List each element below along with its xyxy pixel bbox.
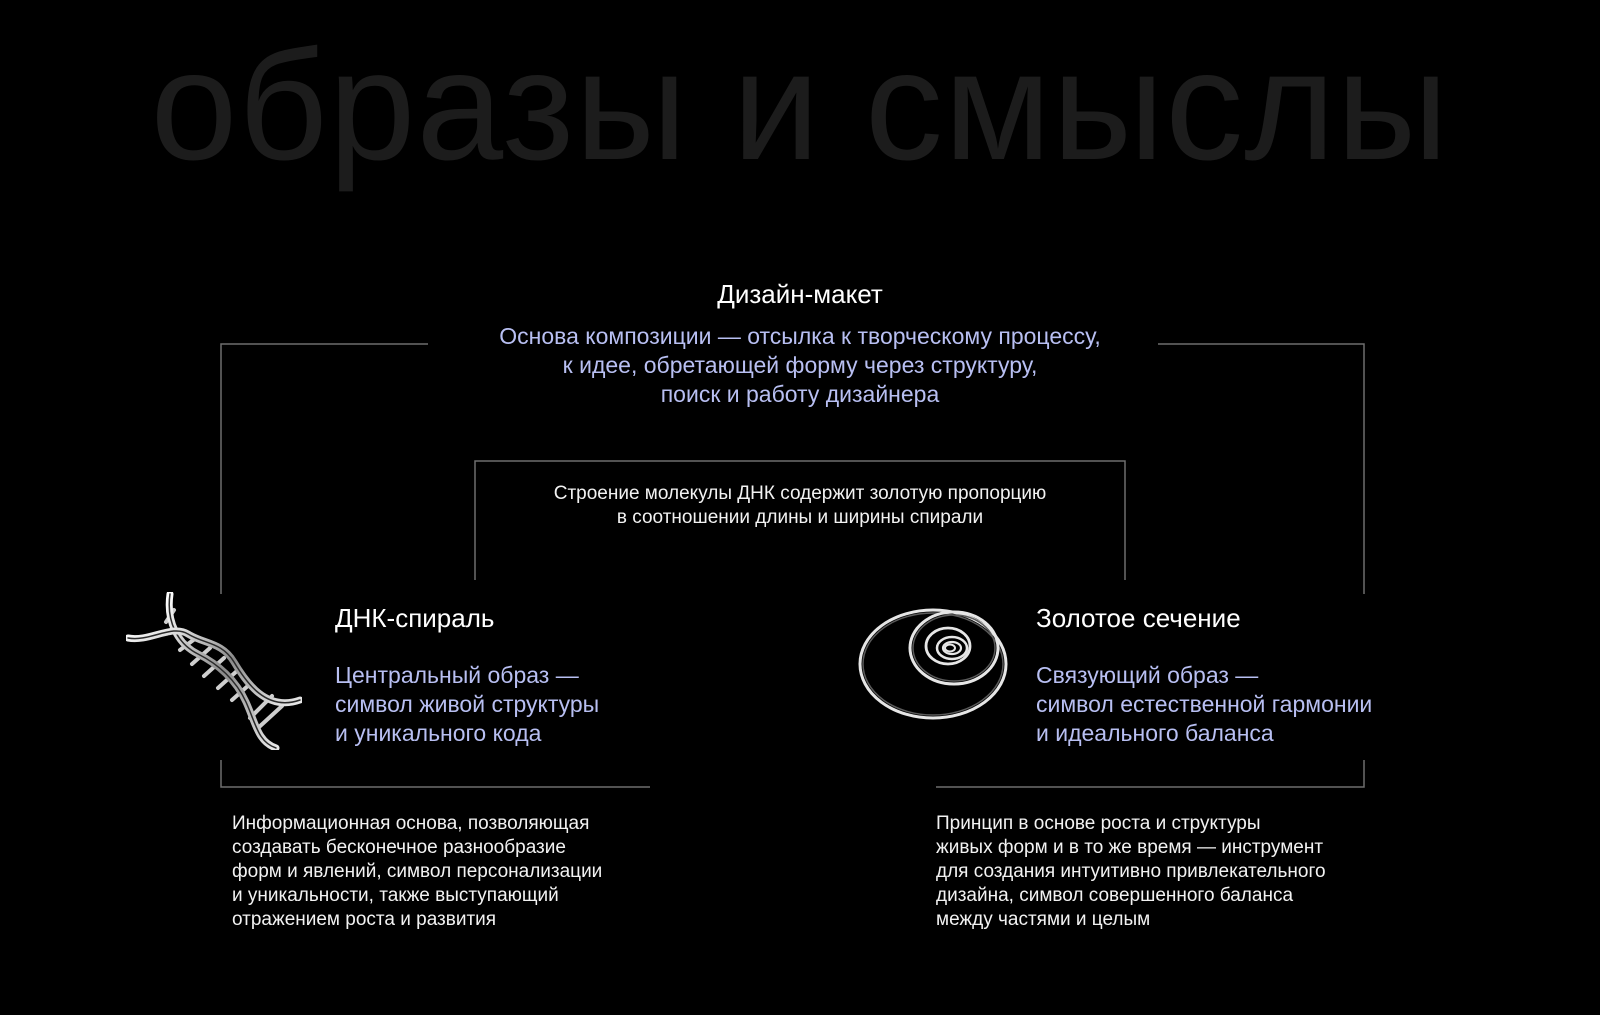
golden-body-line: для создания интуитивно привлекательного (936, 861, 1326, 882)
dna-subtitle (335, 661, 599, 748)
layout-description-line: Основа композиции — отсылка к творческому процессу, (499, 323, 1101, 349)
dna-subtitle-line: и уникального кода (335, 720, 542, 746)
golden-spiral-icon (856, 604, 1010, 722)
dna-body (232, 812, 602, 932)
bottom-left-bracket (221, 760, 650, 787)
dna-title: ДНК-спираль (335, 603, 495, 633)
layout-description-line: к идее, обретающей форму через структуру, (562, 352, 1038, 378)
layout-description-line: поиск и работу дизайнера (660, 381, 940, 407)
golden-body-line: дизайна, символ совершенного баланса (936, 885, 1294, 906)
dna-fact-line: в соотношении длины и ширины спирали (616, 507, 984, 528)
dna-fact-line: Строение молекулы ДНК содержит золотую пропорцию (553, 483, 1047, 504)
dna-body-line: и уникальности, также выступающий (232, 885, 559, 906)
golden-title: Золотое сечение (1036, 603, 1241, 633)
outer-frame-left (221, 344, 428, 594)
golden-body (936, 812, 1326, 932)
bottom-right-bracket (936, 760, 1364, 787)
golden-subtitle (1036, 661, 1372, 748)
dna-body-line: форм и явлений, символ персонализации (232, 861, 603, 882)
dna-subtitle-line: Центральный образ — (335, 662, 579, 688)
background-title: образы и смыслы (150, 19, 1450, 193)
dna-body-line: отражением роста и развития (232, 909, 497, 930)
golden-subtitle-line: символ естественной гармонии (1036, 691, 1373, 717)
dna-helix-icon (126, 592, 302, 750)
dna-body-line: Информационная основа, позволяющая (232, 813, 590, 834)
dna-body-line: создавать бесконечное разнообразие (232, 837, 566, 858)
golden-body-line: Принцип в основе роста и структуры (936, 813, 1261, 834)
layout-title: Дизайн-макет (717, 279, 883, 309)
dna-fact (480, 482, 1120, 530)
golden-subtitle-line: Связующий образ — (1036, 662, 1259, 688)
layout-description (400, 322, 1200, 409)
dna-subtitle-line: символ живой структуры (335, 691, 600, 717)
golden-body-line: между частями и целым (936, 909, 1151, 930)
golden-subtitle-line: и идеального баланса (1036, 720, 1274, 746)
golden-body-line: живых форм и в то же время — инструмент (936, 837, 1324, 858)
